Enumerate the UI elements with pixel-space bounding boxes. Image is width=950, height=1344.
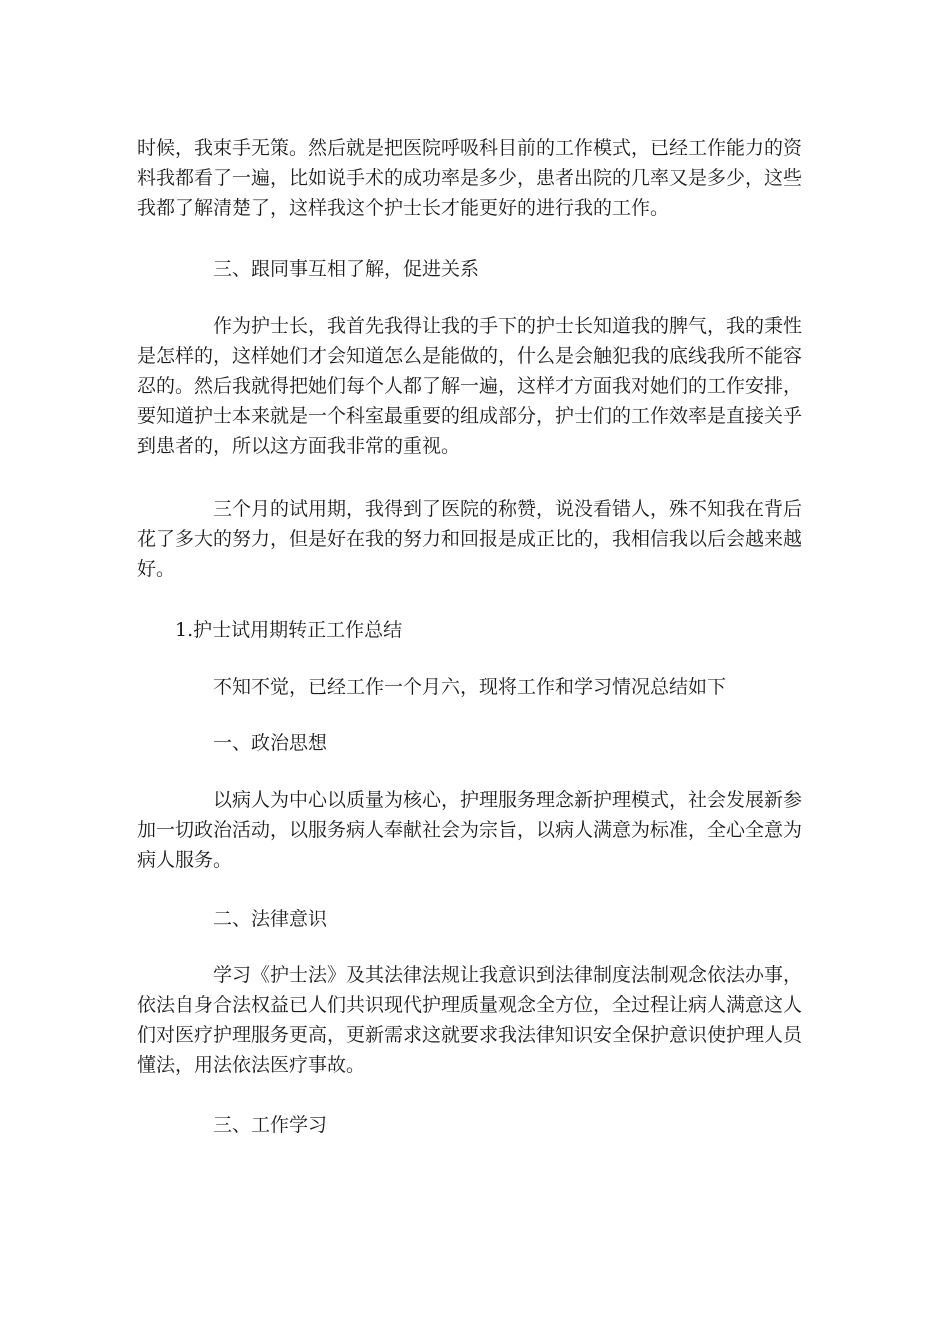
text-line: 作为护士长，我首先我得让我的手下的护士长知道我的脾气，我的秉性 (213, 315, 803, 337)
text-line: 时候，我束手无策。然后就是把医院呼吸科目前的工作模式，已经工作能力的资 (137, 137, 803, 159)
text-line: 忍的。然后我就得把她们每个人都了解一遍，这样才方面我对她们的工作安排， (137, 375, 803, 397)
text-line: 花了多大的努力，但是好在我的努力和回报是成正比的，我相信我以后会越来越 (137, 528, 803, 550)
text-line: 料我都看了一遍，比如说手术的成功率是多少，患者出院的几率又是多少，这些 (137, 167, 803, 189)
paragraph (137, 494, 813, 584)
paragraph (137, 672, 813, 702)
text-line: 们对医疗护理服务更高，更新需求这就要求我法律知识安全保护意识使护理人员 (137, 1024, 803, 1046)
text-line: 是怎样的，这样她们才会知道怎么是能做的，什么是会触犯我的底线我所不能容 (137, 345, 803, 367)
text-line: 到患者的，所以这方面我非常的重视。 (137, 435, 461, 457)
heading-text: 三、跟同事互相了解，促进关系 (213, 258, 480, 280)
text-line: 不知不觉，已经工作一个月六，现将工作和学习情况总结如下 (213, 676, 727, 698)
text-line: 以病人为中心以质量为核心，护理服务理念新护理模式，社会发展新参 (213, 789, 803, 811)
heading-text: 一、政治思想 (213, 732, 328, 754)
text-line: 要知道护士本来就是一个科室最重要的组成部分，护士们的工作效率是直接关乎 (137, 405, 803, 427)
text-line: 病人服务。 (137, 849, 233, 871)
numbered-title (137, 615, 813, 645)
text-line: 懂法，用法依法医疗事故。 (137, 1054, 366, 1076)
section-heading (137, 254, 813, 284)
title-text: 1.护士试用期转正工作总结 (175, 619, 403, 641)
paragraph (137, 311, 813, 461)
text-line: 加一切政治活动，以服务病人奉献社会为宗旨，以病人满意为标准，全心全意为 (137, 819, 803, 841)
section-heading (137, 904, 813, 934)
section-heading (137, 1110, 813, 1140)
text-line: 我都了解清楚了，这样我这个护士长才能更好的进行我的工作。 (137, 197, 670, 219)
paragraph (137, 960, 813, 1080)
text-line: 学习《护士法》及其法律法规让我意识到法律制度法制观念依法办事， (213, 964, 803, 986)
paragraph (137, 785, 813, 875)
text-line: 三个月的试用期，我得到了医院的称赞，说没看错人，殊不知我在背后 (213, 498, 803, 520)
text-line: 依法自身合法权益已人们共识现代护理质量观念全方位，全过程让病人满意这人 (137, 994, 803, 1016)
paragraph-continuation (137, 133, 813, 223)
text-line: 好。 (137, 558, 176, 580)
heading-text: 二、法律意识 (213, 908, 328, 930)
section-heading (137, 728, 813, 758)
heading-text: 三、工作学习 (213, 1114, 328, 1136)
